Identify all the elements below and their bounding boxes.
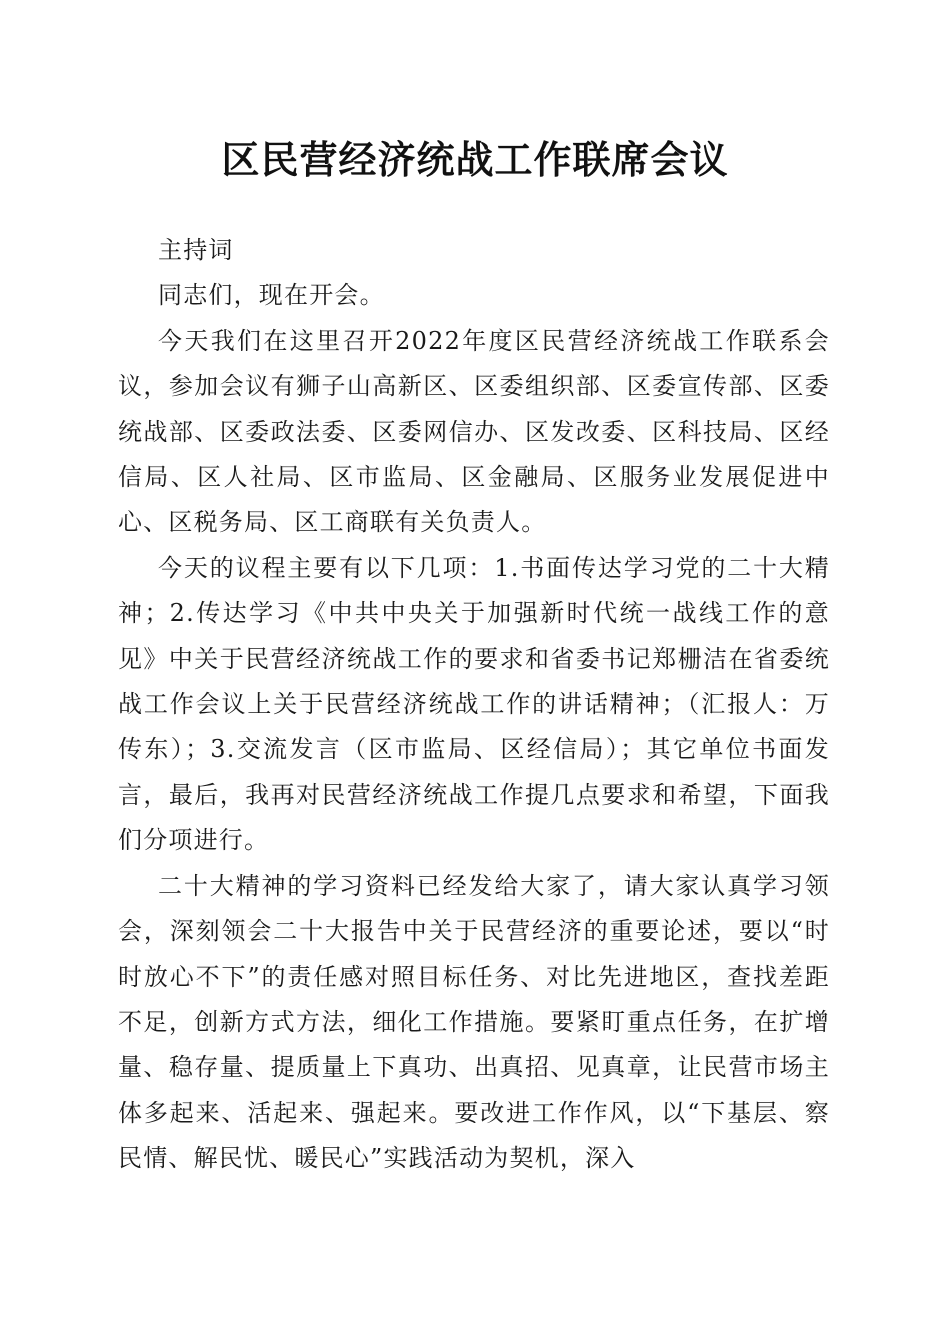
document-title: 区民营经济统战工作联席会议 [221,137,729,182]
paragraph: 今天的议程主要有以下几项：1.书面传达学习党的二十大精神；2.传达学习《中共中央关于加强新时代统一战线工作的意见》中关于民营经济统战工作的要求和省委书记郑栅洁在省委统战工作会议上关于民营经济统战工作的讲话精神；（汇报人：万传东）；3.交流发言（区市监局、区经信局）；其它单位书面发言，最后，我再对民营经济统战工作提几点要求和希望，下面我们分项进行。 [118,553,830,855]
paragraph: 二十大精神的学习资料已经发给大家了，请大家认真学习领会，深刻领会二十大报告中关于民营经济的重要论述，要以“时时放心不下”的责任感对照目标任务、对比先进地区，查找差距不足，创新方式方法，细化工作措施。要紧盯重点任务，在扩增量、稳存量、提质量上下真功、出真招、见真章，让民营市场主体多起来、活起来、强起来。要改进工作作风，以“下基层、察民情、解民忧、暖民心”实践活动为契机，深入 [118,871,830,1173]
paragraph-heading: 主持词 [158,236,234,264]
paragraph: 同志们，现在开会。 [158,281,385,310]
document-body [118,228,830,1182]
paragraph: 今天我们在这里召开2022年度区民营经济统战工作联系会议，参加会议有狮子山高新区、区委组织部、区委宣传部、区委统战部、区委政法委、区委网信办、区发改委、区科技局、区经信局、区人社局、区市监局、区金融局、区服务业发展促进中心、区税务局、区工商联有关负责人。 [118,326,830,537]
